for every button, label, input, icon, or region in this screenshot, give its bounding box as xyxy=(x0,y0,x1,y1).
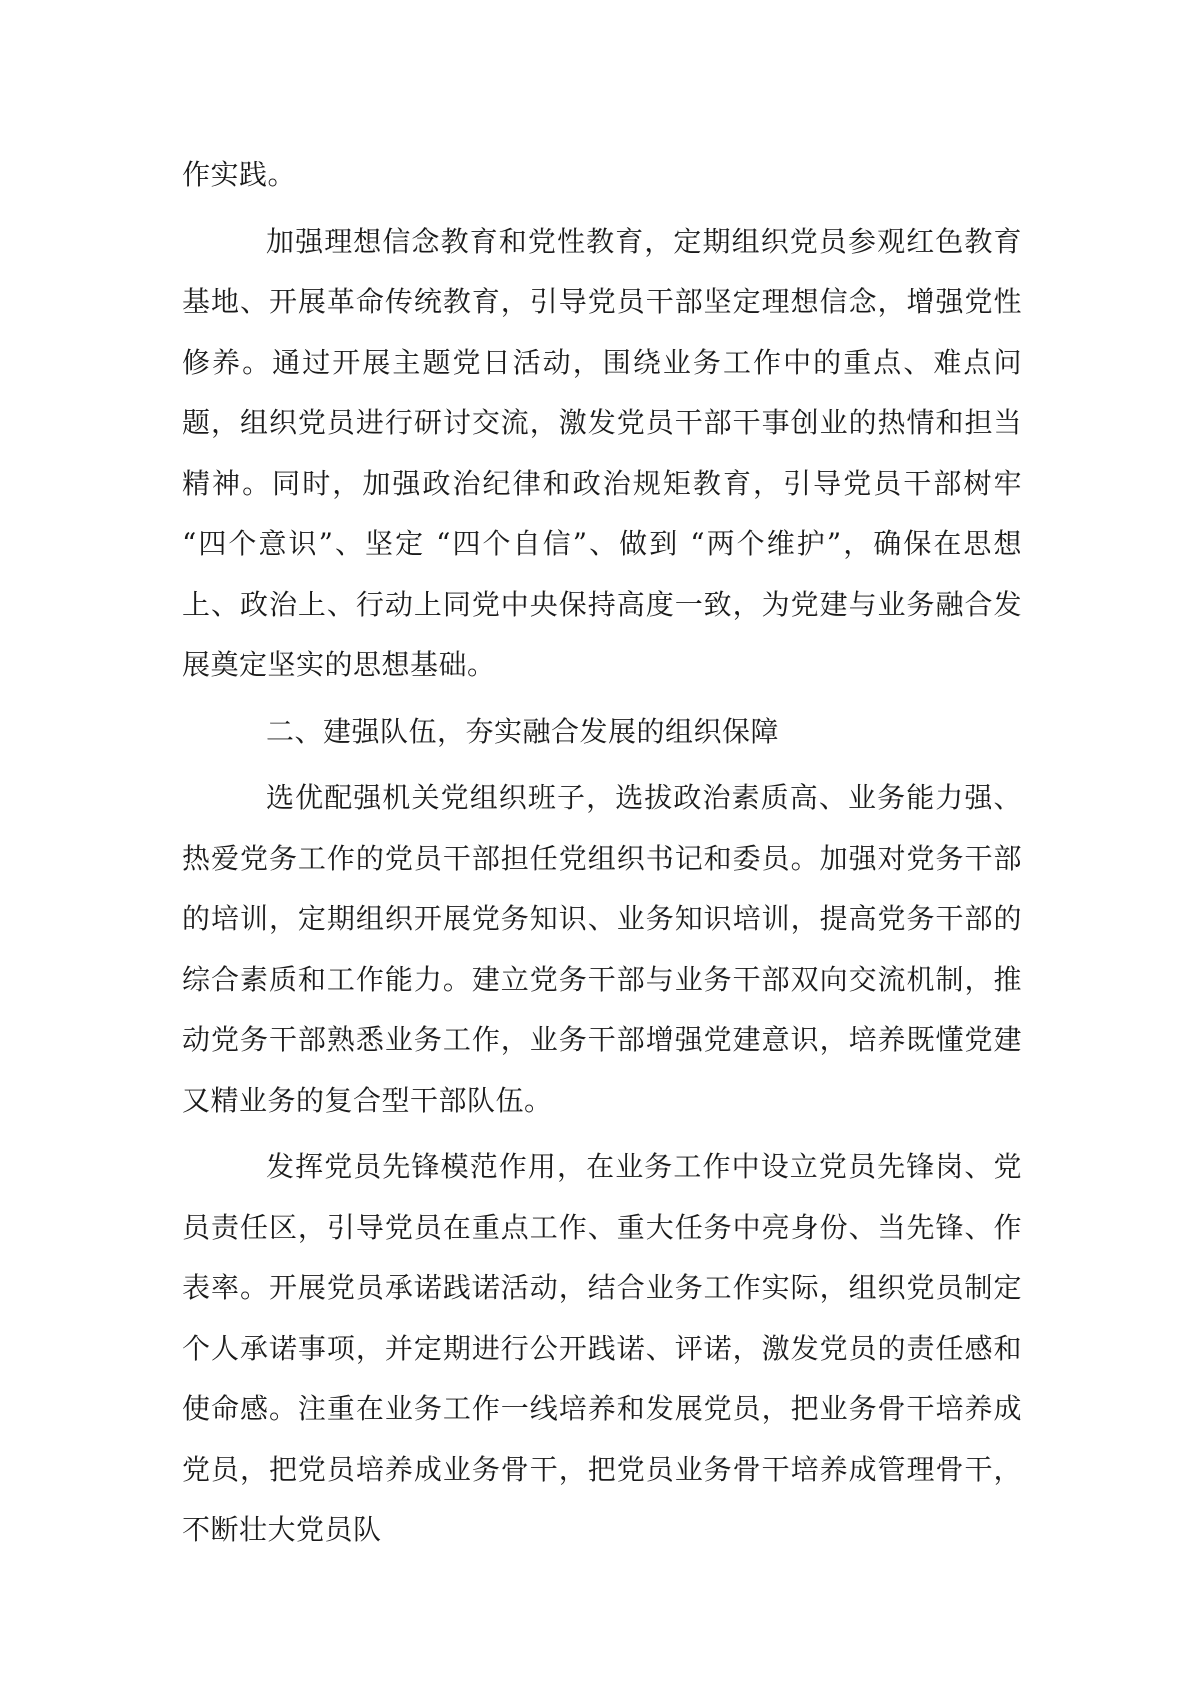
paragraph-ideals-education: 加强理想信念教育和党性教育，定期组织党员参观红色教育基地、开展革命传统教育，引导党员干部坚定理想信念，增强党性修养。通过开展主题党日活动，围绕业务工作中的重点、难点问题，组织党员进行研讨交流，激发党员干部干事创业的热情和担当精神。同时，加强政治纪律和政治规矩教育，引导党员干部树牢 “四个意识”、坚定 “四个自信”、做到 “两个维护”，确保在思想上、政治上、行动上同党中央保持高度一致，为党建与业务融合发展奠定坚实的思想基础。 xyxy=(182,224,1022,681)
paragraph-team-building: 选优配强机关党组织班子，选拔政治素质高、业务能力强、热爱党务工作的党员干部担任党组织书记和委员。加强对党务干部的培训，定期组织开展党务知识、业务知识培训，提高党务干部的综合素质和工作能力。建立党务干部与业务干部双向交流机制，推动党务干部熟悉业务工作，业务干部增强党建意识，培养既懂党建又精业务的复合型干部队伍。 xyxy=(182,781,1022,1117)
paragraph-vanguard-role: 发挥党员先锋模范作用，在业务工作中设立党员先锋岗、党员责任区，引导党员在重点工作、重大任务中亮身份、当先锋、作表率。开展党员承诺践诺活动，结合业务工作实际，组织党员制定个人承诺事项，并定期进行公开践诺、评诺，激发党员的责任感和使命感。注重在业务工作一线培养和发展党员，把业务骨干培养成党员，把党员培养成业务骨干，把党员业务骨干培养成管理骨干，不断壮大党员队 xyxy=(182,1150,1022,1546)
document-body xyxy=(182,145,1022,1561)
section-heading: 二、建强队伍，夯实融合发展的组织保障 xyxy=(266,714,780,748)
paragraph-continuation: 作实践。 xyxy=(182,158,297,191)
